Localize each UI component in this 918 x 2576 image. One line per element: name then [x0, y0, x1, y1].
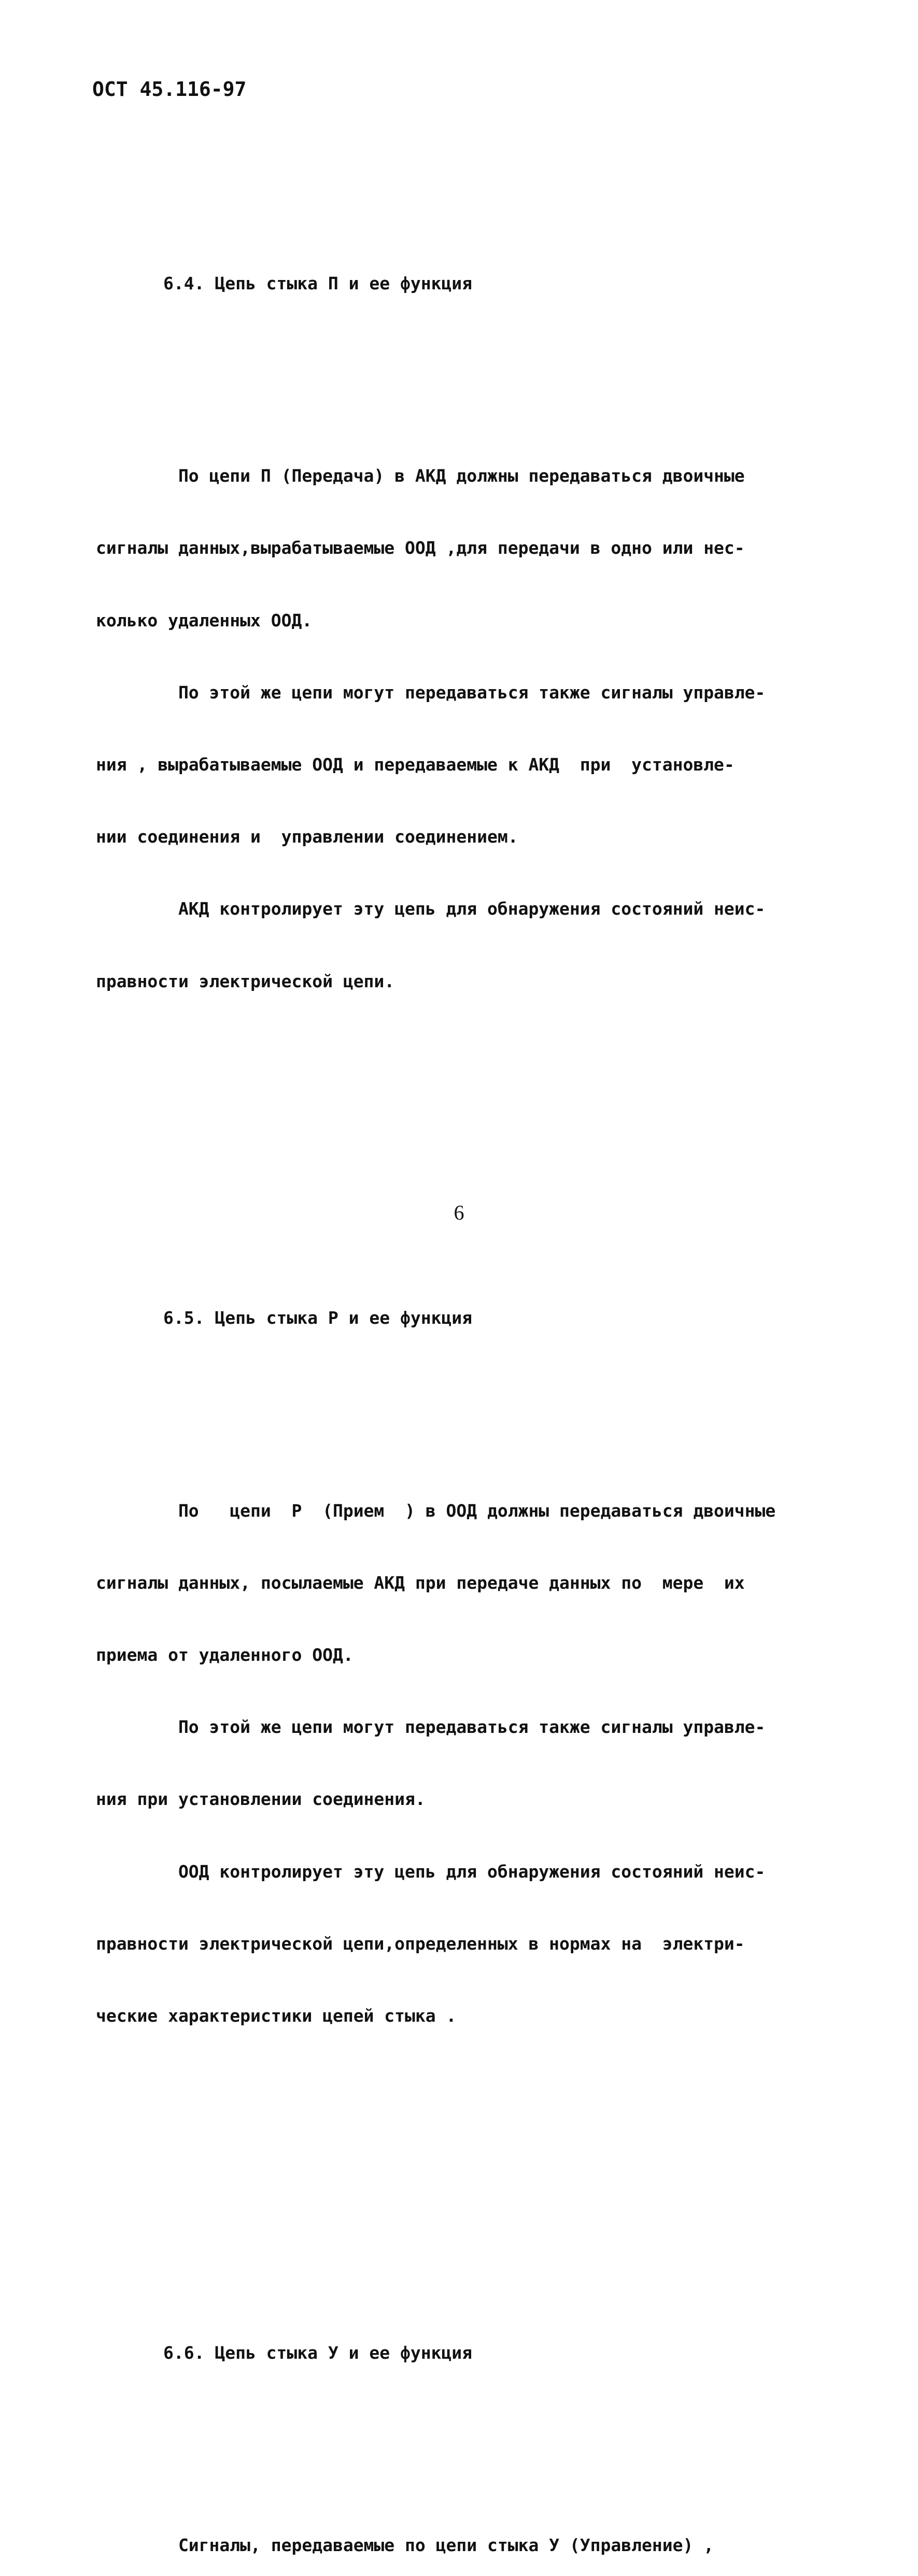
section-6-6: [96, 2293, 806, 2576]
text-line: ния , вырабатываемые ООД и передаваемые к АКД при установле-: [96, 754, 735, 775]
text-line: ния при установлении соединения.: [96, 1789, 426, 1810]
text-line: правности электрической цепи.: [96, 971, 395, 991]
section-6-4: [96, 223, 806, 1089]
text-line: По цепи Р (Прием ) в ООД должны передаваться двоичные: [96, 1500, 776, 1521]
spacer: [96, 1138, 806, 1162]
section-heading: 6.5. Цепь стыка Р и ее функция: [163, 1308, 473, 1328]
section-text: [96, 416, 806, 1041]
text-line: приема от удаленного ООД.: [96, 1644, 354, 1665]
section-6-5: [96, 1258, 806, 2124]
text-line: ческие характеристики цепей стыка .: [96, 2005, 457, 2026]
section-heading: 6.6. Цепь стыка У и ее функция: [163, 2342, 473, 2363]
text-line: АКД контролирует эту цепь для обнаружения состояний неис-: [96, 899, 766, 919]
text-line: По цепи П (Передача) в АКД должны передаваться двоичные: [96, 466, 745, 486]
document-code: ОСТ 45.116-97: [92, 78, 247, 101]
text-line: колько удаленных ООД.: [96, 610, 313, 631]
spacer: [96, 1379, 806, 1403]
spacer: [96, 344, 806, 368]
spacer: [96, 2413, 806, 2437]
document-body: [96, 151, 806, 2576]
spacer: [96, 2173, 806, 2196]
text-line: Сигналы, передаваемые по цепи стыка У (Управление) ,: [96, 2535, 714, 2555]
section-text: [96, 1451, 806, 2076]
section-text: [96, 2485, 806, 2576]
text-line: сигналы данных, посылаемые АКД при передаче данных по мере их: [96, 1572, 745, 1593]
text-line: По этой же цепи могут передаваться также сигналы управле-: [96, 1717, 766, 1738]
text-line: ООД контролирует эту цепь для обнаружения состояний неис-: [96, 1861, 766, 1882]
section-heading: 6.4. Цепь стыка П и ее функция: [163, 273, 473, 294]
page-number: 6: [454, 1201, 464, 1224]
text-line: нии соединения и управлении соединением.: [96, 827, 518, 847]
text-line: правности электрической цепи,определенных в нормах на электри-: [96, 1933, 745, 1954]
text-line: По этой же цепи могут передаваться также сигналы управле-: [96, 682, 766, 703]
text-line: сигналы данных,вырабатываемые ООД ,для передачи в одно или нес-: [96, 538, 745, 558]
